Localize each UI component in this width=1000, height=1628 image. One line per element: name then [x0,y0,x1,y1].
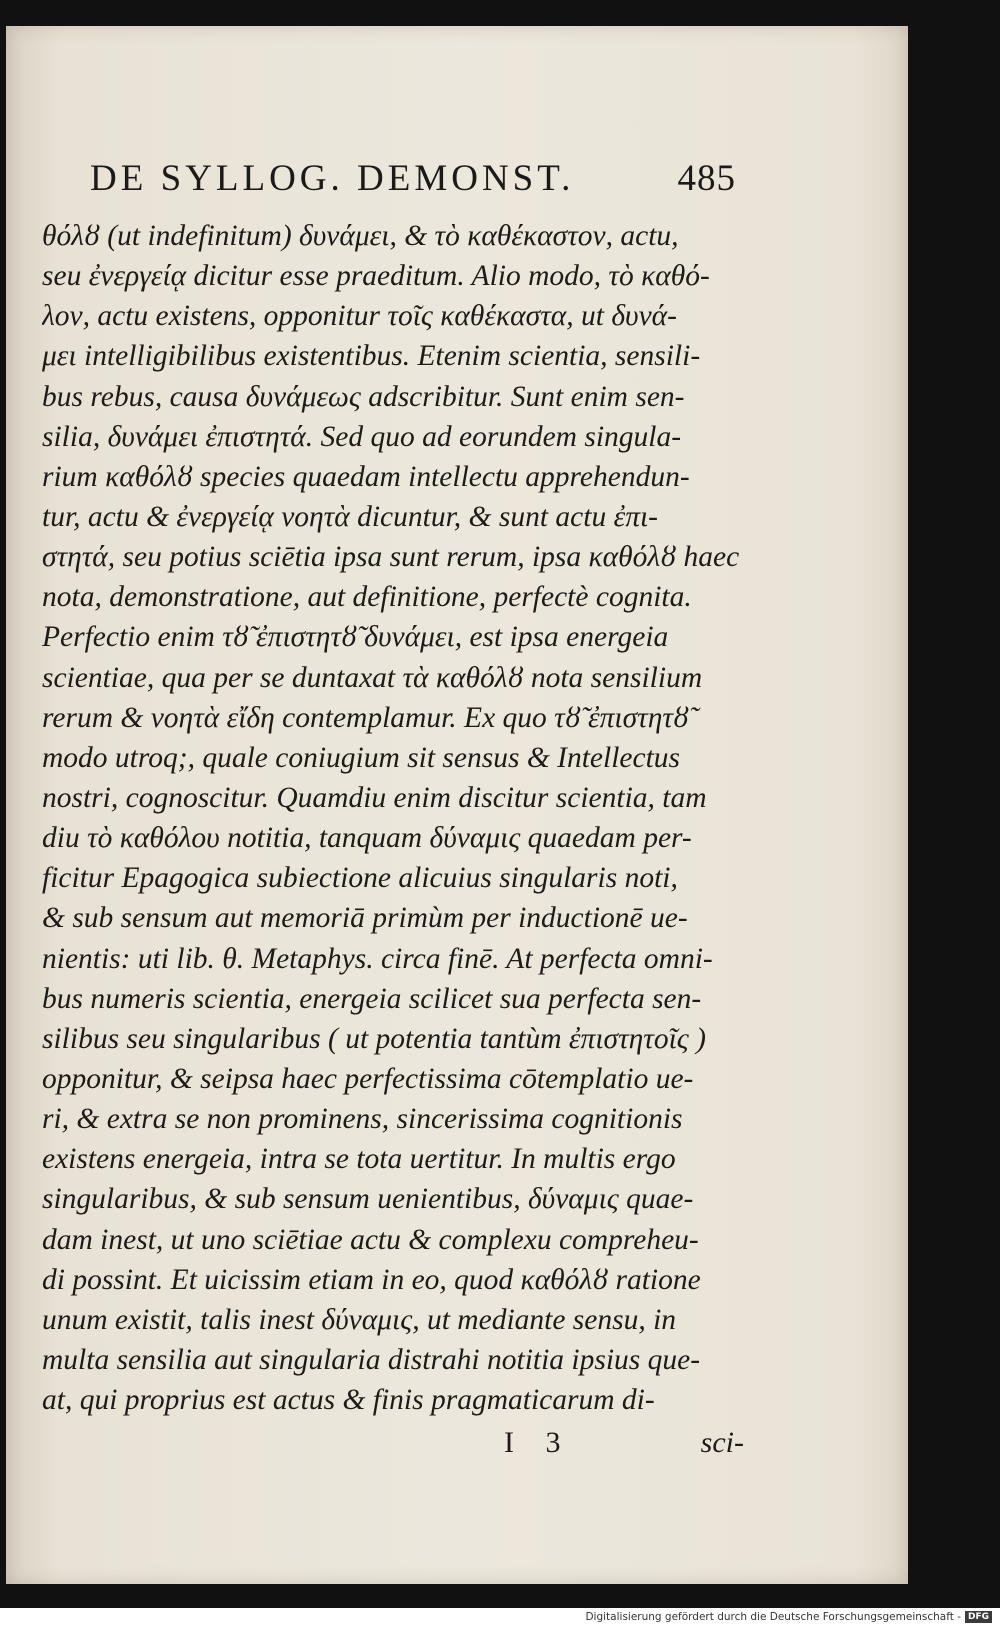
credit-text: Digitalisierung gefördert durch die Deutsche Forschungsgemeinschaft - [585,1611,961,1623]
text-line: μει intelligibilibus existentibus. Etenim scientia, sensili- [42,340,701,373]
text-line: seu ἐνεργείᾳ dicitur esse praeditum. Alio modo, τὸ καθό- [42,260,710,293]
text-line: rium καθόλȣ species quaedam intellectu apprehendun- [42,460,690,493]
catchword: sci- [700,1426,744,1459]
dfg-logo: DFG [965,1611,992,1623]
text-line: at, qui proprius est actus & finis pragmaticarum di- [42,1384,655,1417]
text-line: scientiae, qua per se duntaxat τὰ καθόλȣ nota sensilium [42,661,703,694]
text-line: opponitur, & seipsa haec perfectissima cōtemplatio ue- [42,1062,694,1095]
text-line: silia, δυνάμει ἐπιστητά. Sed quo ad eorundem singula- [42,420,682,453]
signature-mark: I 3 [504,1426,573,1459]
text-line: nostri, cognoscitur. Quamdiu enim discitur scientia, tam [42,781,707,814]
text-line: multa sensilia aut singularia distrahi notitia ipsius que- [42,1343,701,1376]
text-line: di possint. Et uicissim etiam in eo, quod καθόλȣ ratione [42,1263,701,1296]
text-line: Perfectio enim τȣ̃ ἐπιστητȣ̃ δυνάμει, est ipsa energeia [42,621,669,654]
text-line: nota, demonstratione, aut definitione, perfectè cognita. [42,581,692,614]
text-line: ficitur Epagogica subiectione alicuius singularis noti, [42,862,678,895]
text-line: tur, actu & ἐνεργείᾳ νοητὰ dicuntur, & sunt actu ἐπι- [42,500,658,533]
book-page [6,26,908,1584]
text-line: bus rebus, causa δυνάμεως adscribitur. Sunt enim sen- [42,380,685,413]
text-line: λον, actu existens, opponitur τοῖς καθέκαστα, ut δυνά- [42,300,677,333]
text-line: ri, & extra se non prominens, sincerissima cognitionis [42,1103,683,1136]
text-line: bus numeris scientia, energeia scilicet sua perfecta sen- [42,982,702,1015]
digitization-credit [585,1608,992,1626]
text-line: modo utroq;, quale coniugium sit sensus & Intellectus [42,741,681,774]
text-line: στητά, seu potius sciētia ipsa sunt rerum, ipsa καθόλȣ haec [42,541,740,574]
text-line: θόλȣ (ut indefinitum) δυνάμει, & τὸ καθέκαστον, actu, [42,220,679,252]
text-line: diu τὸ καθόλου notitia, tanquam δύναμις quaedam per- [42,822,692,855]
text-line: & sub sensum aut memoriā primùm per inductionē ue- [42,902,688,935]
running-head: DE SYLLOG. DEMONST. [90,158,575,199]
text-line: unum existit, talis inest δύναμις, ut mediante sensu, in [42,1303,677,1336]
signature-line [504,1426,744,1460]
text-line: singularibus, & sub sensum uenientibus, δύναμις quae- [42,1183,694,1216]
text-line: silibus seu singularibus ( ut potentia tantùm ἐπιστητοῖς ) [42,1022,706,1055]
text-line: nientis: uti lib. θ. Metaphys. circa finē. At perfecta omni- [42,942,713,975]
text-line: rerum & νοητὰ εἴδη contemplamur. Ex quo τȣ̃ ἐπιστητȣ̃ [42,701,689,734]
page-header [90,157,736,207]
text-line: dam inest, ut uno sciētiae actu & complexu compreheu- [42,1223,699,1256]
page-number: 485 [677,158,736,199]
text-line: existens energeia, intra se tota uertitur. In multis ergo [42,1143,676,1176]
body-text [42,216,742,1420]
